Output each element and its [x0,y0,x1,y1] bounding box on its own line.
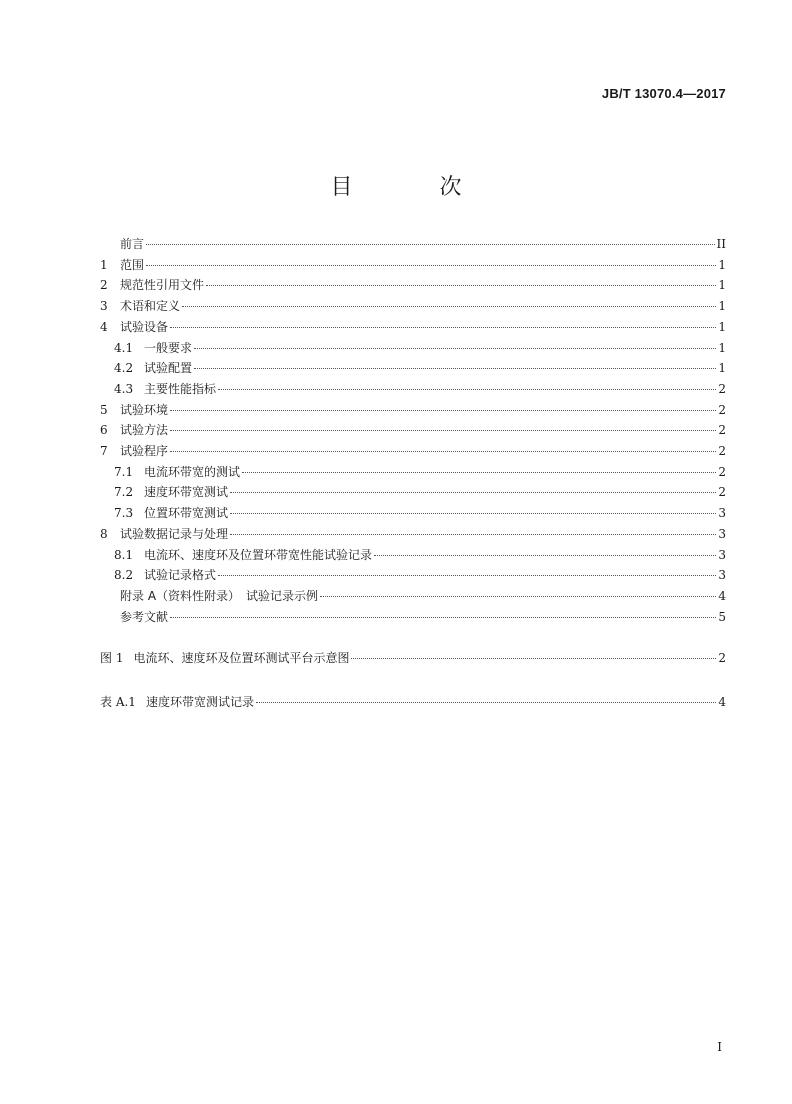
toc-entry-title: 速度环带宽测试记录 [145,695,254,709]
toc-entry-number: 7.3 [114,506,134,521]
toc-entry[interactable] [100,503,726,523]
toc-entry-page: 1 [718,340,726,355]
dot-leader [170,616,716,618]
dot-leader [320,595,716,597]
dot-leader [230,533,716,535]
toc-entry[interactable] [100,565,726,585]
toc-entry-title: 一般要求 [144,340,193,355]
dot-leader [374,554,716,556]
toc-entry[interactable] [100,358,726,378]
toc-entry-title: 电流环、速度环及位置环测试平台示意图 [133,651,350,666]
toc-entry-page: 3 [718,568,726,583]
dot-leader [242,471,716,473]
toc-entry-page: 4 [718,588,726,603]
toc-entry[interactable] [100,545,726,565]
toc-entry-number: 7.1 [114,464,134,479]
toc-entry-page: 2 [718,651,726,666]
toc-entry[interactable] [100,482,726,502]
dot-leader [351,657,716,659]
toc-entry[interactable] [100,317,726,337]
toc-entry-number: 5 [100,402,108,417]
toc-entry-title: 试验配置 [144,361,193,376]
toc-entry-page: 4 [718,695,726,709]
dot-leader [230,491,716,493]
toc-entry-number: 7.2 [114,485,134,500]
dot-leader [170,450,716,452]
toc-entry-title: 试验程序 [120,444,169,458]
dot-leader [170,429,716,431]
dot-leader [170,326,716,328]
dot-leader [218,388,716,390]
toc-entry-page: 2 [718,444,726,458]
toc-entry-page: 3 [718,506,726,521]
toc-entry[interactable] [100,255,726,275]
toc-entry-number: 4.1 [114,340,134,355]
figure-list-entry[interactable] [100,648,726,668]
toc-entry-page: 1 [718,319,726,334]
toc-entry-title: 试验数据记录与处理 [120,526,229,541]
page-number: I [717,1040,722,1054]
toc-entry-title: 试验设备 [120,319,169,334]
dot-leader [146,243,715,245]
toc-entry-number: 4.3 [114,381,134,396]
toc-entry[interactable] [100,586,726,606]
toc-entry-title: 试验方法 [120,423,169,438]
toc-entry-page: 2 [718,381,726,396]
toc-entry-page: 1 [718,278,726,293]
toc-entry-number: 4.2 [114,361,134,376]
dot-leader [194,367,716,369]
dot-leader [146,264,716,266]
toc-entry-number: 4 [100,319,108,334]
toc-entry-page: II [716,237,726,251]
toc-entry-page: 2 [718,485,726,500]
toc-entry-number: 2 [100,278,108,293]
toc-entry-title: 规范性引用文件 [120,278,205,293]
toc-entry[interactable] [100,296,726,316]
toc-entry-number: 图 1 [100,651,124,666]
toc-entry-number: 8.1 [114,547,134,562]
toc-entry-page: 1 [718,299,726,314]
toc-entry-title: 试验环境 [120,402,169,417]
dot-leader [182,305,716,307]
toc-entry-title: 速度环带宽测试 [144,485,229,500]
toc-entry-page: 3 [718,526,726,541]
dot-leader [256,701,716,703]
toc-entry-page: 1 [718,257,726,272]
dot-leader [218,574,716,576]
toc-entry-number: 7 [100,444,108,458]
toc-entry[interactable] [100,441,726,461]
toc-entry-title: 范围 [120,257,145,272]
toc-entry-page: 3 [718,547,726,562]
dot-leader [206,284,716,286]
toc-entry[interactable] [100,400,726,420]
toc-entry-page: 1 [718,361,726,376]
toc-entry-title: 参考文献 [120,609,169,624]
standard-code: JB/T 13070.4—2017 [601,86,726,101]
toc-entry-title: 前言 [120,237,145,251]
toc-entry[interactable] [100,462,726,482]
toc-entry-title: 试验记录格式 [144,568,217,583]
toc-entry-page: 5 [718,609,726,624]
toc-entry-number: 6 [100,423,108,438]
toc-entry-title: 位置环带宽测试 [144,506,229,521]
toc-entry-number: 1 [100,257,108,272]
toc-entry-title: 主要性能指标 [144,381,217,396]
toc-entry-page: 2 [718,464,726,479]
table-list-entry[interactable] [100,692,726,712]
toc-entry[interactable] [100,234,726,254]
toc-entry[interactable] [100,275,726,295]
toc-entry-page: 2 [718,423,726,438]
toc-entry[interactable] [100,607,726,627]
toc-entry-number: 3 [100,299,108,314]
toc-entry-title: 电流环带宽的测试 [144,464,241,479]
page-title: 目 次 [330,175,502,200]
toc-entry-page: 2 [718,402,726,417]
toc-entry-title: 附录 A（资料性附录） 试验记录示例 [120,588,319,603]
toc-entry-title: 术语和定义 [120,299,181,314]
toc-entry[interactable] [100,379,726,399]
dot-leader [230,512,716,514]
dot-leader [170,409,716,411]
toc-entry-number: 8.2 [114,568,134,583]
toc-entry[interactable] [100,338,726,358]
toc-entry-title: 电流环、速度环及位置环带宽性能试验记录 [144,547,373,562]
dot-leader [194,347,716,349]
toc-entry-number: 表 A.1 [100,695,136,709]
toc-entry[interactable] [100,524,726,544]
toc-entry-number: 8 [100,526,108,541]
toc-entry[interactable] [100,420,726,440]
